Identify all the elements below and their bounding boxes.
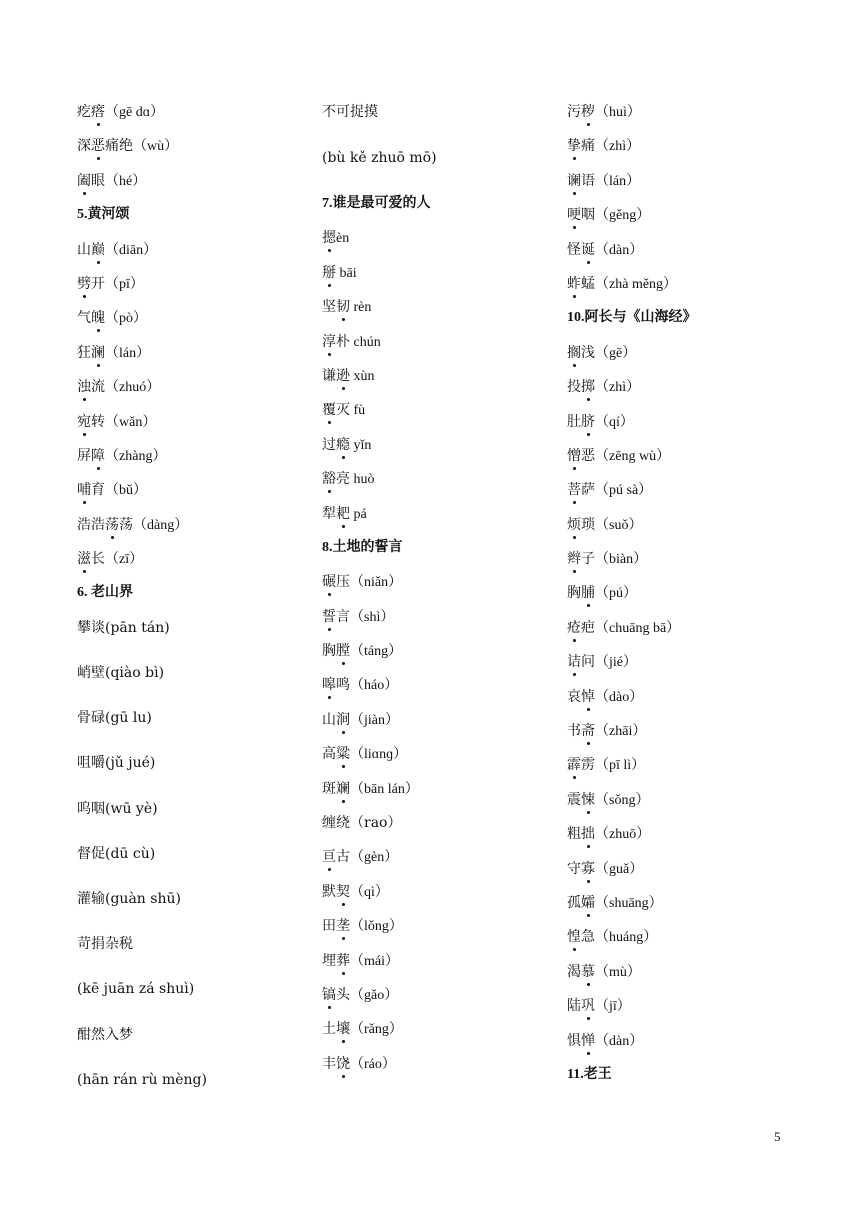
vocab-entry: 污秽（huì）	[567, 104, 641, 120]
vocab-entry: 渴慕（mù）	[567, 963, 641, 980]
vocab-entry: 辫子（biàn）	[567, 551, 648, 568]
vocab-entry: 宛转（wǎn）	[77, 413, 157, 430]
vocab-entry: 谰语（lán）	[567, 172, 641, 189]
vocab-entry: 肚脐（qí）	[567, 413, 634, 430]
vocab-entry: 苛捐杂税	[77, 936, 133, 953]
vocab-entry: 覆灭 fù	[322, 402, 366, 419]
vocab-entry: 投掷（zhì）	[567, 379, 641, 396]
section-heading: 10.阿长与《山海经》	[567, 310, 697, 326]
vocab-entry: 山巅（diān）	[77, 241, 158, 258]
vocab-entry: 哀悼（dào）	[567, 688, 644, 705]
vocab-entry: 丰饶（ráo）	[322, 1055, 396, 1072]
vocab-entry: 胸脯（pú）	[567, 585, 637, 602]
vocab-entry: 镐头（gǎo）	[322, 986, 399, 1003]
page-number: 5	[774, 1129, 781, 1144]
vocab-entry: 陆巩（jī）	[567, 998, 631, 1015]
vocab-entry: 阖眼（hé）	[77, 172, 147, 189]
vocab-entry: 咀嚼(jǔ jué)	[77, 755, 156, 772]
vocab-entry: (bù kě zhuō mō)	[322, 150, 437, 166]
vocab-entry: 搁浅（gē）	[567, 344, 637, 361]
vocab-entry: 督促(dū cù)	[77, 845, 156, 862]
vocab-entry: 震悚（sǒng）	[567, 791, 650, 808]
vocab-entry: 掰 bāi	[322, 264, 357, 281]
vocab-entry: 嗥鸣（háo）	[322, 677, 399, 694]
vocab-entry: 坚韧 rèn	[322, 299, 372, 316]
vocab-entry: 碾压（niǎn）	[322, 574, 403, 591]
vocab-entry: 土壤（rǎng）	[322, 1021, 403, 1038]
vocab-entry: 深恶痛绝（wù）	[77, 138, 179, 155]
vocab-entry: 书斋（zhāi）	[567, 723, 647, 740]
vocab-entry: 誓言（shì）	[322, 608, 395, 625]
vocab-entry: 孤孀（shuāng）	[567, 894, 663, 911]
vocab-entry: 蚱蜢（zhà měng）	[567, 275, 678, 292]
vocab-entry: 憎恶（zēng wù）	[567, 447, 671, 464]
vocab-entry: 疮疤（chuāng bā）	[567, 619, 681, 636]
vocab-entry: 滋长（zī）	[77, 551, 144, 568]
vocab-entry: 峭壁(qiào bì)	[77, 665, 165, 682]
vocab-entry: 胸膛（táng）	[322, 643, 403, 660]
section-heading: 5.黄河颂	[77, 207, 130, 223]
vocab-entry: 菩萨（pú sà）	[567, 482, 653, 499]
vocab-entry: 气魄（pò）	[77, 310, 147, 327]
vocab-entry: 浊流（zhuó）	[77, 379, 161, 396]
section-heading: 8.土地的誓言	[322, 539, 403, 555]
vocab-entry: 淳朴 chún	[322, 333, 381, 350]
vocab-entry: 山涧（jiàn）	[322, 711, 399, 728]
vocab-entry: 疙瘩（gē dɑ）	[77, 104, 165, 120]
vocab-entry: 哽咽（gěng）	[567, 207, 651, 224]
vocab-entry: 灌输(guàn shū)	[77, 890, 181, 907]
vocab-entry: 谦逊 xùn	[322, 367, 375, 384]
vocab-entry: 默契（qì）	[322, 883, 389, 900]
vocab-entry: 缠绕（rao）	[322, 815, 402, 832]
vocab-entry: 浩浩荡荡（dàng）	[77, 516, 189, 533]
vocab-entry: 埋葬（mái）	[322, 952, 399, 969]
vocab-entry: 屏障（zhàng）	[77, 447, 167, 464]
vocab-entry: 惶急（huáng）	[567, 929, 658, 946]
vocab-entry: (kē juān zá shuì)	[77, 981, 195, 998]
vocab-entry: 守寡（guǎ）	[567, 860, 644, 877]
column-3	[567, 102, 807, 1099]
vocab-entry: 粗拙（zhuō）	[567, 826, 651, 843]
vocab-entry: 攀谈(pān tán)	[77, 619, 170, 636]
vocab-entry: 呜咽(wū yè)	[77, 800, 158, 817]
vocab-entry: 过瘾 yǐn	[322, 436, 372, 453]
column-2	[322, 102, 542, 1088]
column-1	[77, 102, 297, 1115]
vocab-entry: 狂澜（lán）	[77, 344, 151, 361]
vocab-entry: 亘古（gèn）	[322, 849, 399, 866]
vocab-entry: 怪诞（dàn）	[567, 241, 644, 258]
section-heading: 6. 老山界	[77, 585, 133, 601]
vocab-entry: 惧惮（dàn）	[567, 1032, 644, 1049]
vocab-entry: 哺育（bǔ）	[77, 482, 147, 499]
vocab-entry: 酣然入梦	[77, 1026, 133, 1043]
vocab-entry: (hān rán rù mèng)	[77, 1071, 207, 1088]
vocab-entry: 斑斓（bān lán）	[322, 780, 419, 797]
vocab-entry: 骨碌(gū lu)	[77, 710, 152, 727]
vocab-entry: 烦琐（suǒ）	[567, 516, 643, 533]
vocab-entry: 劈开（pī）	[77, 275, 144, 292]
vocab-entry: 不可捉摸	[322, 104, 378, 120]
vocab-entry: 挚痛（zhì）	[567, 138, 641, 155]
vocab-entry: 诘问（jié）	[567, 654, 637, 671]
vocab-entry: 高粱（liɑnɡ）	[322, 746, 408, 763]
vocab-entry: 田垄（lǒng）	[322, 918, 403, 935]
vocab-entry: 霹雳（pī lì）	[567, 757, 646, 774]
section-heading: 11.老王	[567, 1066, 612, 1082]
section-heading: 7.谁是最可爱的人	[322, 196, 431, 211]
vocab-entry: 犁耙 pá	[322, 505, 367, 522]
vocab-entry: 摁èn	[322, 230, 350, 247]
vocab-entry: 豁亮 huò	[322, 471, 375, 488]
